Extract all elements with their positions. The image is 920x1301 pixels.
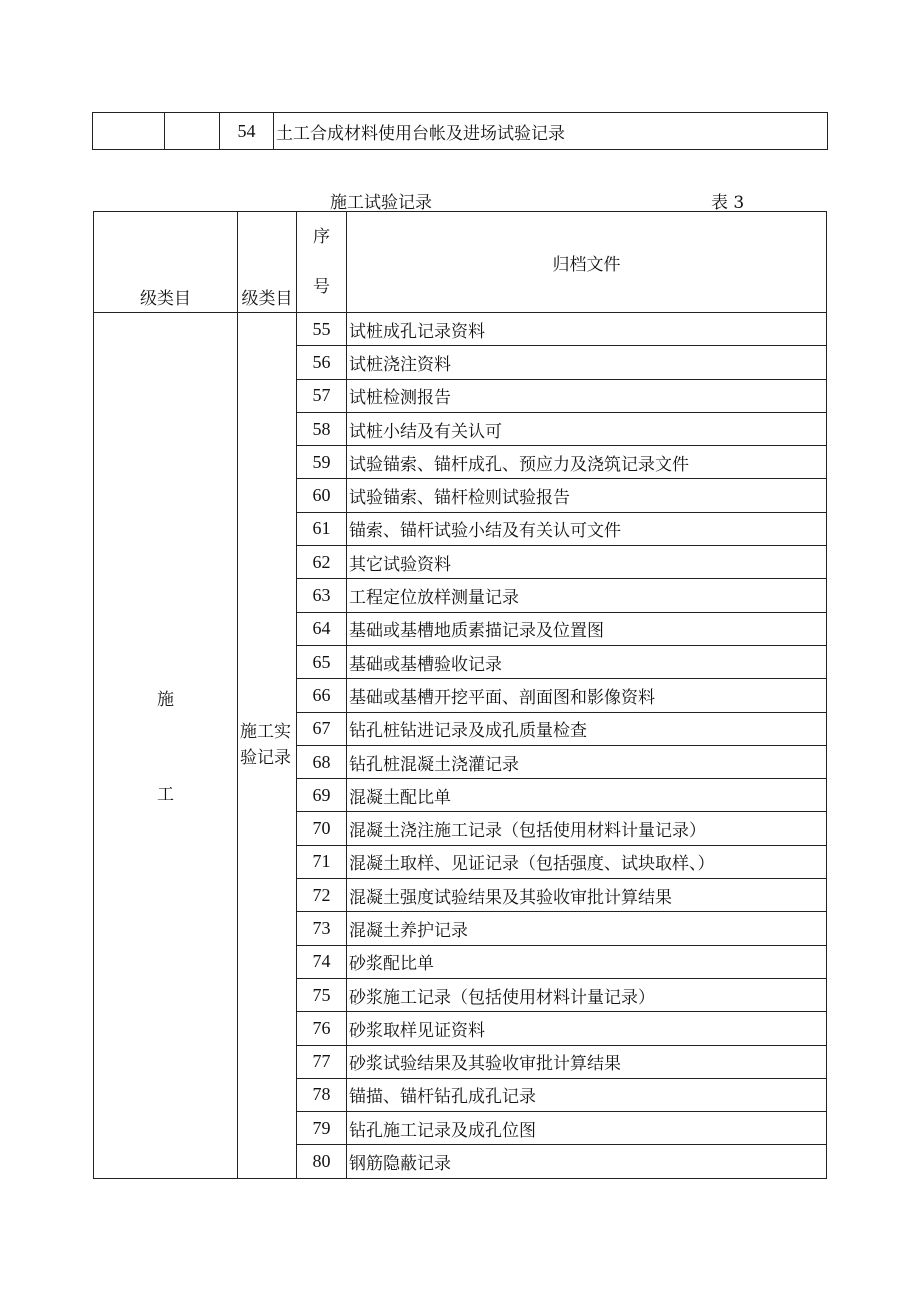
row-text: 试桩浇注资料 [347,346,827,379]
row-number: 64 [297,612,347,645]
row-text: 混凝土浇注施工记录（包括使用材料计量记录） [347,812,827,845]
row-number: 66 [297,679,347,712]
row-number: 54 [220,113,274,150]
empty-cell [93,113,165,150]
row-text: 试验锚索、锚杆检则试验报告 [347,479,827,512]
row-text: 锚描、锚杆钻孔成孔记录 [347,1078,827,1111]
table-header-row [94,212,827,313]
header-level1: 级类目 [94,212,238,313]
row-number: 80 [297,1145,347,1178]
row-number: 75 [297,978,347,1011]
continuation-table [92,112,828,150]
row-number: 63 [297,579,347,612]
row-number: 56 [297,346,347,379]
table-caption-tag: 表 3 [711,193,745,213]
table-caption-title: 施工试验记录 [330,193,432,213]
archive-table [93,211,827,1179]
table-row [94,313,827,346]
row-text: 砂浆试验结果及其验收审批计算结果 [347,1045,827,1078]
table-row [93,113,828,150]
row-number: 79 [297,1112,347,1145]
row-number: 58 [297,412,347,445]
row-number: 77 [297,1045,347,1078]
row-number: 70 [297,812,347,845]
row-number: 72 [297,879,347,912]
row-number: 61 [297,512,347,545]
row-number: 65 [297,645,347,678]
row-number: 55 [297,313,347,346]
row-text: 钢筋隐蔽记录 [347,1145,827,1178]
row-number: 76 [297,1012,347,1045]
row-number: 67 [297,712,347,745]
row-text: 混凝土取样、见证记录（包括强度、试块取样、） [347,845,827,878]
category-level2-line: 验记录 [240,748,291,769]
row-text: 混凝土养护记录 [347,912,827,945]
row-text: 试桩小结及有关认可 [347,412,827,445]
row-text: 钻孔桩钻进记录及成孔质量检查 [347,712,827,745]
row-number: 68 [297,745,347,778]
row-text: 混凝土配比单 [347,779,827,812]
row-number: 69 [297,779,347,812]
row-text: 土工合成材料使用台帐及进场试验记录 [274,113,828,150]
row-number: 71 [297,845,347,878]
row-text: 混凝土强度试验结果及其验收审批计算结果 [347,879,827,912]
header-seq-bottom: 号 [313,277,330,297]
row-text: 试验锚索、锚杆成孔、预应力及浇筑记录文件 [347,446,827,479]
row-number: 57 [297,379,347,412]
row-text: 锚索、锚杆试验小结及有关认可文件 [347,512,827,545]
header-file: 归档文件 [347,212,827,313]
header-level2: 级类目 [238,212,297,313]
empty-cell [165,113,220,150]
category-level2 [238,313,297,1179]
row-number: 74 [297,945,347,978]
row-number: 60 [297,479,347,512]
row-text: 砂浆施工记录（包括使用材料计量记录） [347,978,827,1011]
row-number: 73 [297,912,347,945]
row-text: 基础或基槽验收记录 [347,645,827,678]
header-seq [297,212,347,313]
row-text: 工程定位放样测量记录 [347,579,827,612]
row-number: 62 [297,546,347,579]
header-seq-top: 序 [313,227,330,247]
row-text: 钻孔桩混凝土浇灌记录 [347,745,827,778]
row-text: 基础或基槽开挖平面、剖面图和影像资料 [347,679,827,712]
category-level1 [94,313,238,1179]
row-text: 试桩检测报告 [347,379,827,412]
row-text: 基础或基槽地质素描记录及位置图 [347,612,827,645]
category-level1-char: 施 [157,690,174,711]
row-text: 其它试验资料 [347,546,827,579]
row-text: 砂浆取样见证资料 [347,1012,827,1045]
category-level1-char: 工 [157,785,174,806]
row-text: 砂浆配比单 [347,945,827,978]
row-number: 78 [297,1078,347,1111]
row-number: 59 [297,446,347,479]
row-text: 试桩成孔记录资料 [347,313,827,346]
category-level2-line: 施工实 [240,722,291,743]
row-text: 钻孔施工记录及成孔位图 [347,1112,827,1145]
